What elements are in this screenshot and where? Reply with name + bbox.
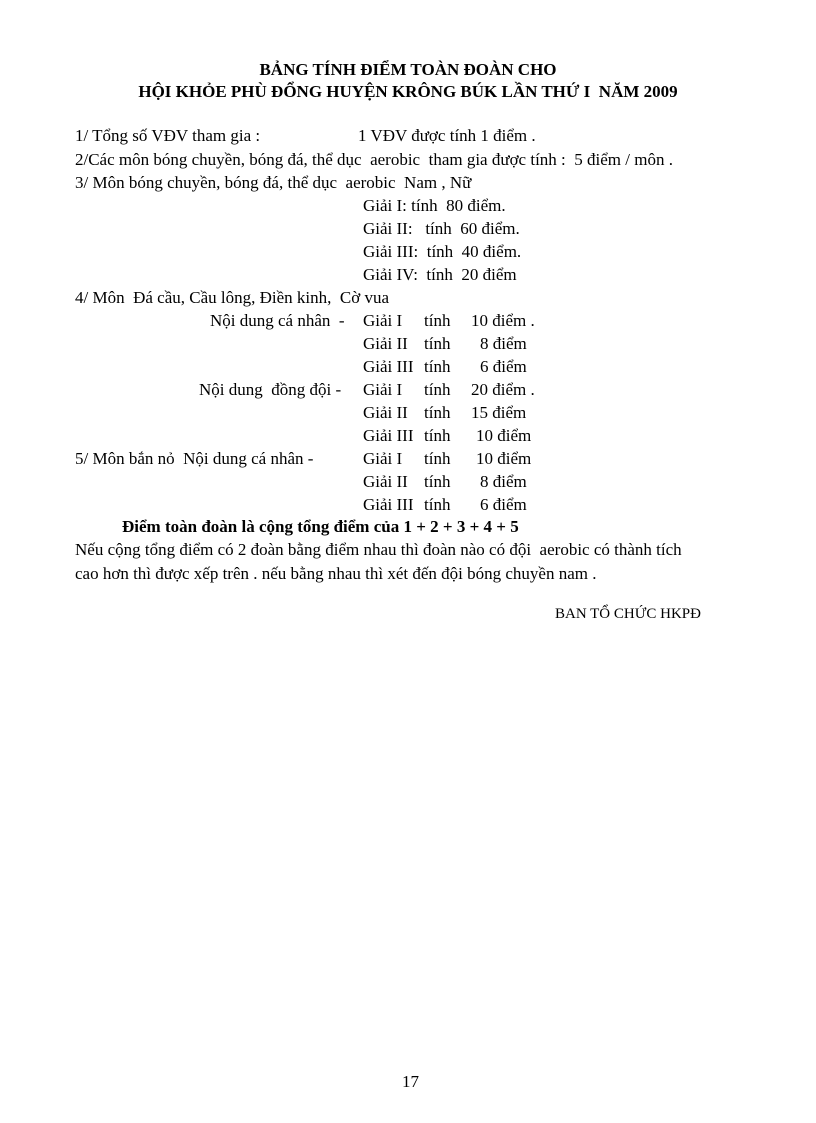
- page-number: 17: [402, 1072, 419, 1091]
- rule-3-prize-2: Giải II: tính 60 điểm.: [363, 219, 520, 238]
- rule-3-prize-4: Giải IV: tính 20 điểm: [363, 265, 517, 284]
- tie-break-note-line-2: cao hơn thì được xếp trên . nếu bằng nhau thì xét đến đội bóng chuyền nam .: [75, 564, 597, 583]
- rule-3-prize-3: Giải III: tính 40 điểm.: [363, 242, 522, 261]
- rule-5-points-2: 8 điểm: [480, 472, 527, 491]
- rule-4-ind-points-1: 10 điểm .: [471, 311, 535, 330]
- rule-1-value: 1 VĐV được tính 1 điểm .: [358, 126, 536, 145]
- rule-4-team-word-2: tính: [424, 403, 451, 422]
- rule-5-points-1: 10 điểm: [476, 449, 532, 468]
- title-line-1: BẢNG TÍNH ĐIỂM TOÀN ĐOÀN CHO: [259, 60, 557, 79]
- rule-4-team-rank-2: Giải II: [363, 403, 408, 422]
- rule-4-ind-word-1: tính: [424, 311, 451, 330]
- rule-5-word-2: tính: [424, 472, 451, 491]
- rule-4-text: 4/ Môn Đá cầu, Cầu lông, Điền kinh, Cờ vua: [75, 288, 390, 307]
- rule-4-team-points-1: 20 điểm .: [471, 380, 535, 399]
- tie-break-note-line-1: Nếu cộng tổng điểm có 2 đoàn bằng điểm nhau thì đoàn nào có đội aerobic có thành tích: [75, 540, 682, 559]
- rule-4-team-points-2: 15 điểm: [471, 403, 527, 422]
- rule-3-text: 3/ Môn bóng chuyền, bóng đá, thể dục aerobic Nam , Nữ: [75, 173, 472, 192]
- organizer-signature: BAN TỔ CHỨC HKPĐ: [555, 606, 701, 622]
- rule-4-ind-word-3: tính: [424, 357, 451, 376]
- rule-4-ind-points-3: 6 điểm: [480, 357, 527, 376]
- rule-4-ind-rank-2: Giải II: [363, 334, 408, 353]
- rule-4-team-word-1: tính: [424, 380, 451, 399]
- rule-4-team-points-3: 10 điểm: [476, 426, 532, 445]
- rule-5-rank-1: Giải I: [363, 449, 403, 468]
- rule-4-ind-rank-3: Giải III: [363, 357, 414, 376]
- rule-4-team-rank-3: Giải III: [363, 426, 414, 445]
- rule-4-individual-label: Nội dung cá nhân -: [210, 311, 345, 330]
- title-line-2: HỘI KHỎE PHÙ ĐỔNG HUYỆN KRÔNG BÚK LẦN THỨ I NĂM 2009: [138, 82, 678, 101]
- rule-3-prize-1: Giải I: tính 80 điểm.: [363, 196, 506, 215]
- rule-2-text: 2/Các môn bóng chuyền, bóng đá, thể dục aerobic tham gia được tính : 5 điểm / môn .: [75, 150, 673, 169]
- rule-4-team-word-3: tính: [424, 426, 451, 445]
- rule-4-ind-points-2: 8 điểm: [480, 334, 527, 353]
- rule-5-text: 5/ Môn bắn nỏ Nội dung cá nhân -: [75, 449, 314, 468]
- rule-4-team-label: Nội dung đồng đội -: [199, 380, 342, 399]
- rule-4-ind-rank-1: Giải I: [363, 311, 403, 330]
- rule-5-rank-2: Giải II: [363, 472, 408, 491]
- rule-5-word-1: tính: [424, 449, 451, 468]
- rule-1-label: 1/ Tổng số VĐV tham gia :: [75, 126, 261, 145]
- rule-4-team-rank-1: Giải I: [363, 380, 403, 399]
- total-points-note: Điểm toàn đoàn là cộng tổng điểm của 1 + 2 + 3 + 4 + 5: [122, 517, 519, 536]
- rule-4-ind-word-2: tính: [424, 334, 451, 353]
- rule-5-word-3: tính: [424, 495, 451, 514]
- rule-5-points-3: 6 điểm: [480, 495, 527, 514]
- rule-5-rank-3: Giải III: [363, 495, 414, 514]
